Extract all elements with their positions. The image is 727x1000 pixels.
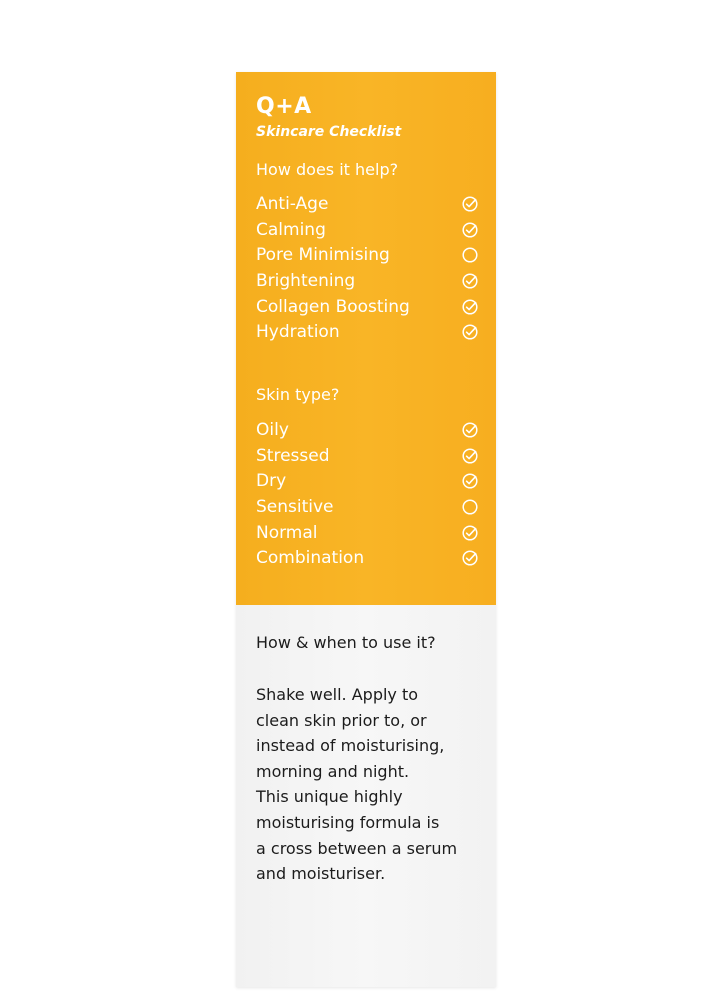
- checklist-item-label: Sensitive: [256, 496, 334, 517]
- checklist-panel: [236, 72, 496, 605]
- checklist-item: [256, 468, 478, 494]
- checklist-item-label: Dry: [256, 471, 287, 492]
- usage-line: instead of moisturising,: [256, 736, 445, 756]
- checklist-item: [256, 417, 478, 443]
- brand-name: Q+A: [256, 94, 312, 119]
- skin-type-checklist: [256, 417, 478, 571]
- checklist-item-label: Anti-Age: [256, 193, 329, 214]
- checked-circle-icon: [462, 324, 478, 340]
- usage-instructions: [256, 682, 486, 887]
- usage-line: This unique highly: [256, 787, 403, 807]
- checked-circle-icon: [462, 196, 478, 212]
- empty-circle-icon: [462, 499, 478, 515]
- usage-line: a cross between a serum: [256, 838, 458, 858]
- usage-line: moisturising formula is: [256, 812, 440, 832]
- checklist-item-label: Combination: [256, 548, 365, 569]
- checklist-item-label: Brightening: [256, 270, 356, 291]
- usage-heading: How & when to use it?: [256, 633, 436, 652]
- help-question: How does it help?: [256, 160, 399, 179]
- checklist-item: [256, 242, 478, 268]
- checklist-item-label: Hydration: [256, 322, 340, 343]
- checklist-item-label: Collagen Boosting: [256, 296, 410, 317]
- checklist-item-label: Stressed: [256, 445, 330, 466]
- checked-circle-icon: [462, 273, 478, 289]
- checklist-item-label: Pore Minimising: [256, 245, 390, 266]
- product-box: [236, 72, 496, 987]
- checklist-item: [256, 520, 478, 546]
- skin-type-question: Skin type?: [256, 385, 340, 404]
- checked-circle-icon: [462, 525, 478, 541]
- checklist-item: [256, 443, 478, 469]
- usage-line: Shake well. Apply to: [256, 685, 419, 704]
- checklist-item: [256, 494, 478, 520]
- checklist-item: [256, 545, 478, 571]
- usage-line: morning and night.: [256, 761, 410, 781]
- checklist-item-label: Calming: [256, 219, 326, 240]
- checklist-item: [256, 294, 478, 320]
- usage-line: clean skin prior to, or: [256, 710, 427, 730]
- checked-circle-icon: [462, 422, 478, 438]
- empty-circle-icon: [462, 247, 478, 263]
- usage-line: and moisturiser.: [256, 864, 386, 884]
- checklist-item-label: Normal: [256, 522, 318, 543]
- checked-circle-icon: [462, 473, 478, 489]
- checklist-title: Skincare Checklist: [256, 124, 402, 140]
- checklist-item: [256, 191, 478, 217]
- checked-circle-icon: [462, 448, 478, 464]
- checked-circle-icon: [462, 550, 478, 566]
- checklist-item-label: Oily: [256, 419, 289, 440]
- checked-circle-icon: [462, 222, 478, 238]
- help-checklist: [256, 191, 478, 345]
- checklist-item: [256, 319, 478, 345]
- checked-circle-icon: [462, 299, 478, 315]
- checklist-item: [256, 268, 478, 294]
- checklist-item: [256, 217, 478, 243]
